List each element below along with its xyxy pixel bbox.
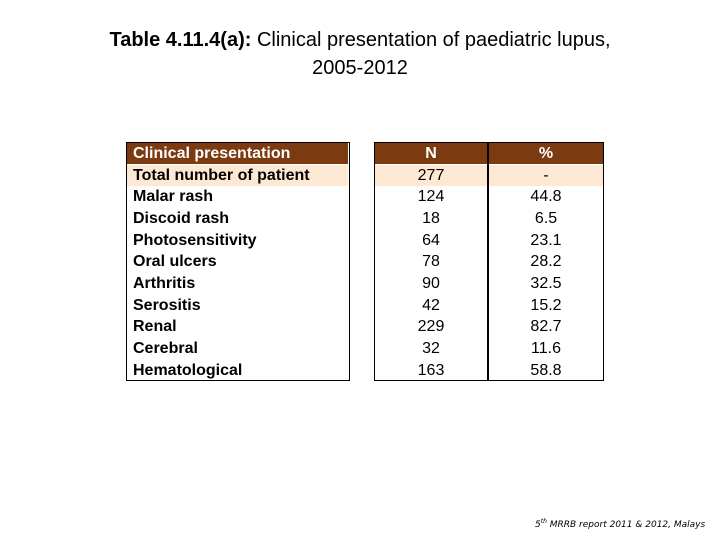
row-n: 163 — [417, 361, 445, 379]
row-percent: 82.7 — [530, 318, 562, 336]
row-n: 124 — [417, 188, 445, 206]
footer-number: 5 — [535, 520, 541, 530]
row-percent: 58.8 — [530, 361, 562, 379]
row-label: Renal — [133, 318, 177, 336]
row-percent: - — [489, 165, 603, 187]
row-label: Arthritis — [133, 275, 196, 292]
row-label: Hematological — [133, 361, 243, 379]
row-percent: 32.5 — [530, 275, 562, 292]
header-percent: % — [489, 143, 603, 164]
row-label: Total number of patient — [127, 165, 348, 187]
row-n: 32 — [422, 340, 440, 358]
title-years: 2005-2012 — [312, 57, 408, 79]
row-n: 277 — [375, 165, 487, 187]
footer-text: MRRB report 2011 & 2012, Malays — [546, 520, 706, 530]
row-percent: 44.8 — [530, 188, 562, 206]
header-n: N — [375, 143, 487, 164]
row-n: 64 — [422, 231, 440, 249]
row-n: 42 — [422, 296, 440, 314]
footer-superscript: th — [540, 518, 547, 525]
row-percent: 23.1 — [530, 231, 562, 249]
row-percent: 15.2 — [530, 296, 562, 314]
row-percent: 6.5 — [534, 209, 558, 227]
row-n: 18 — [422, 209, 440, 227]
title-text: Clinical presentation of paediatric lupus, — [251, 29, 611, 51]
header-clinical-presentation: Clinical presentation — [127, 143, 348, 164]
table-number: Table 4.11.4(a): — [109, 29, 252, 51]
row-n: 229 — [417, 318, 445, 336]
row-label: Photosensitivity — [133, 231, 257, 249]
row-n: 78 — [422, 253, 440, 271]
row-n: 90 — [422, 275, 440, 292]
row-label: Malar rash — [133, 188, 214, 206]
row-label: Discoid rash — [133, 209, 230, 227]
page-title — [0, 26, 720, 82]
source-footer — [535, 518, 705, 530]
row-percent: 28.2 — [530, 253, 562, 271]
row-label: Serositis — [133, 296, 201, 314]
row-label: Cerebral — [133, 340, 198, 358]
row-percent: 11.6 — [531, 340, 561, 358]
row-label: Oral ulcers — [133, 253, 217, 271]
